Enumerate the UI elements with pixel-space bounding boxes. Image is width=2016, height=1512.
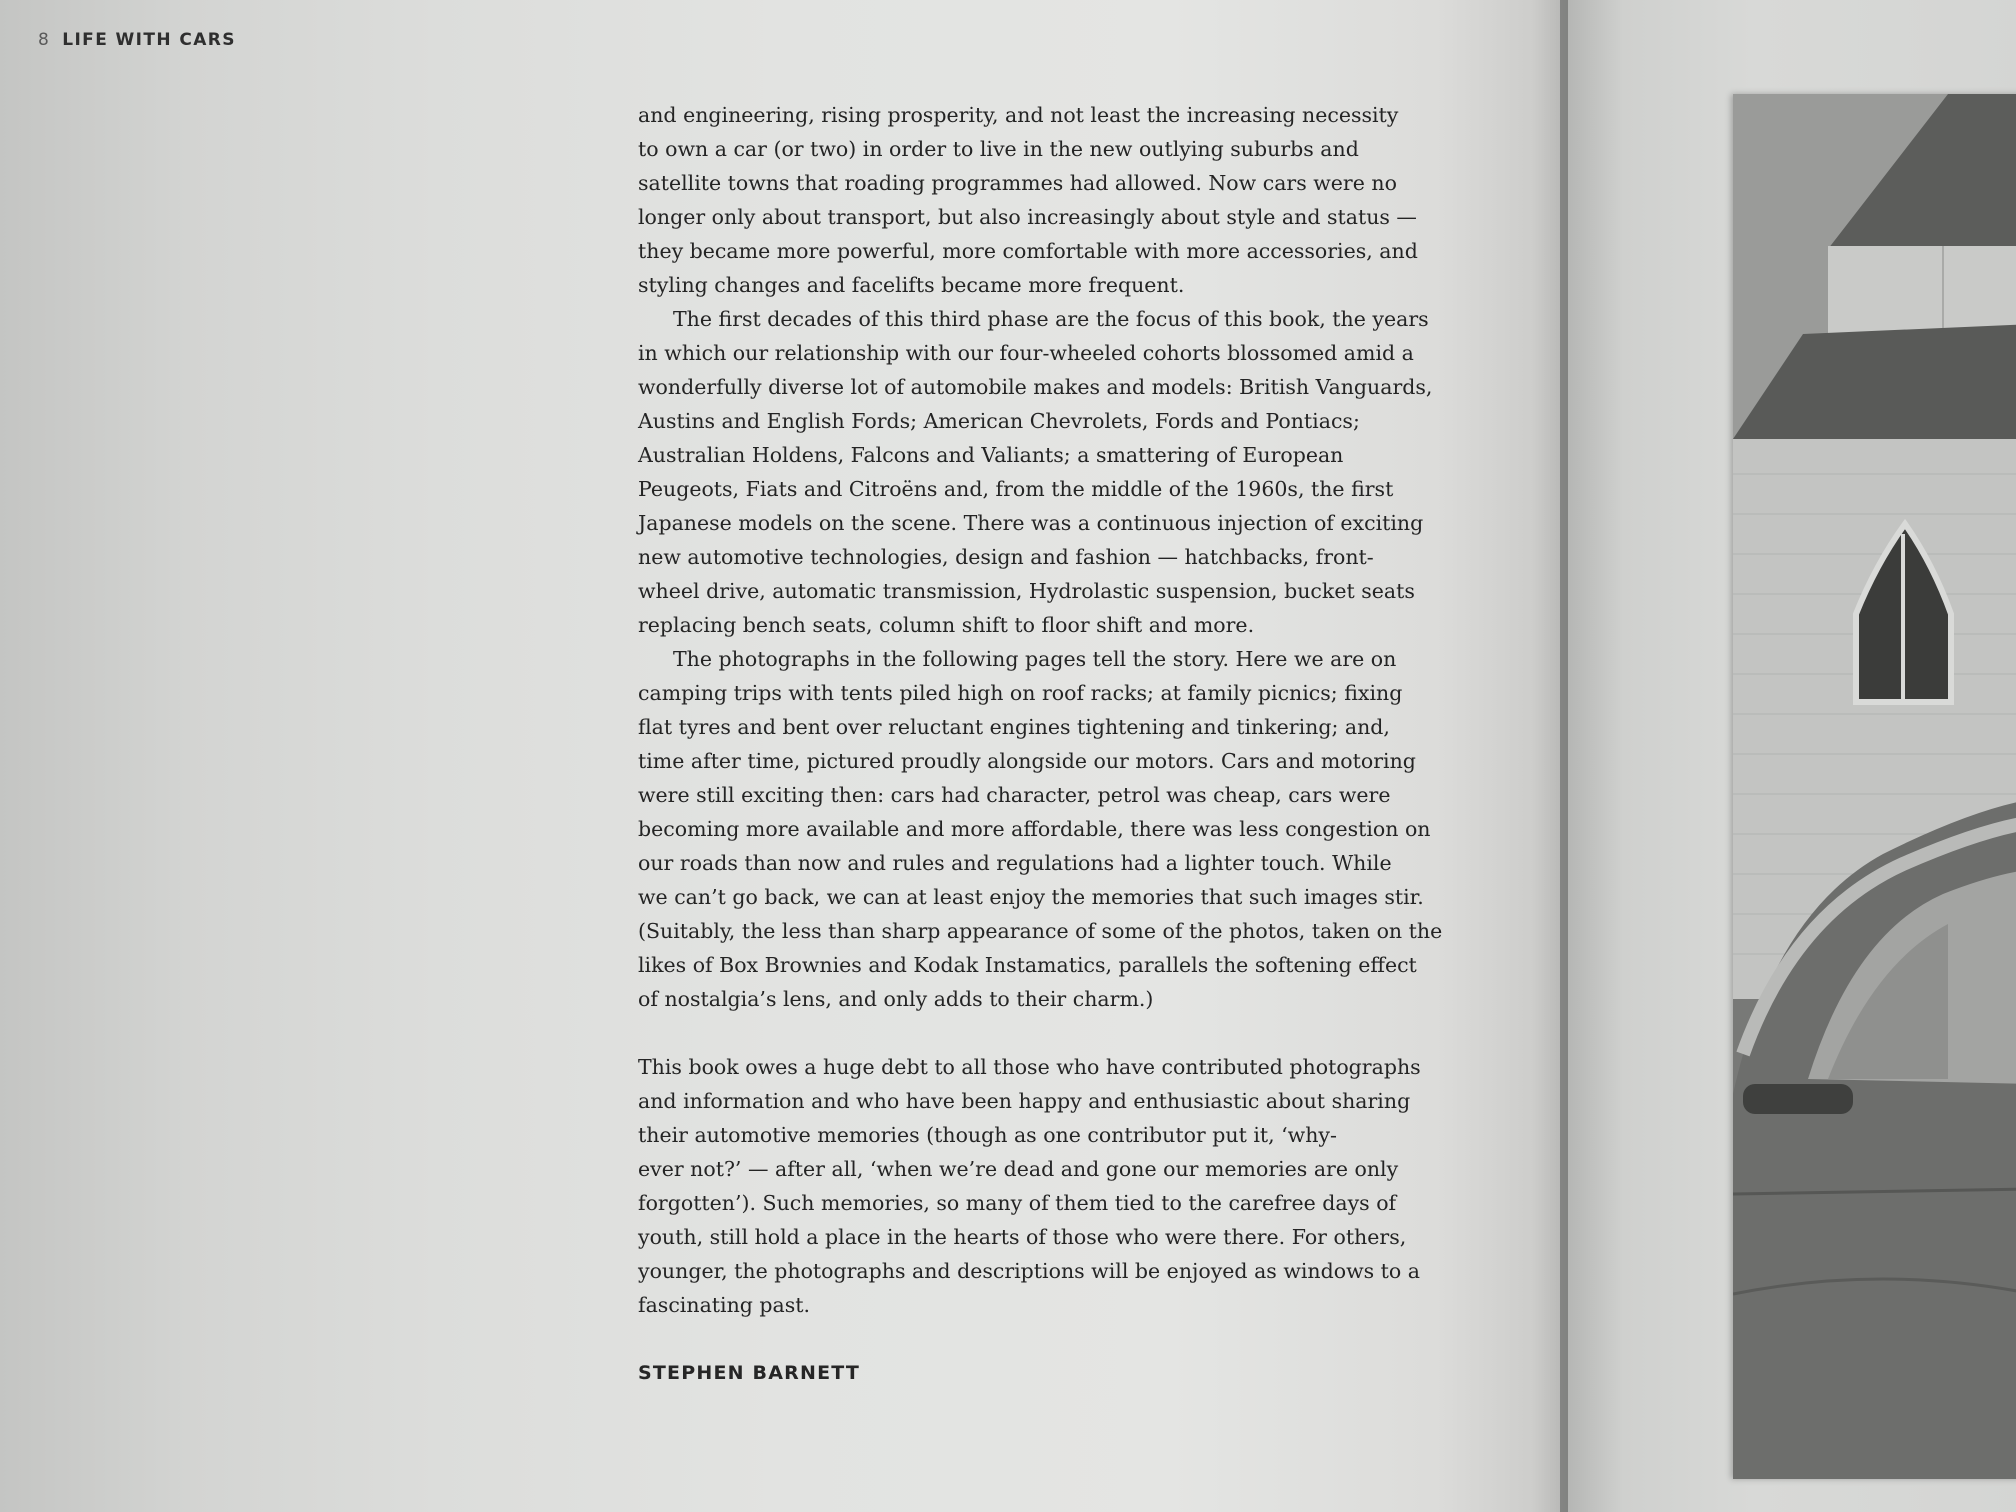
page-number: 8 <box>38 30 51 50</box>
body-line: our roads than now and rules and regulations had a lighter touch. While <box>638 851 1392 875</box>
body-line: younger, the photographs and descriptions will be enjoyed as windows to a <box>638 1259 1421 1283</box>
running-head-title: LIFE WITH CARS <box>62 30 236 50</box>
body-line: Australian Holdens, Falcons and Valiants; a smattering of European <box>638 443 1344 467</box>
photo-illustration <box>1733 94 2016 1479</box>
body-line: we can’t go back, we can at least enjoy the memories that such images stir. <box>638 885 1424 909</box>
body-line: their automotive memories (though as one contributor put it, ‘why- <box>638 1123 1337 1147</box>
body-line: in which our relationship with our four-wheeled cohorts blossomed amid a <box>638 341 1414 365</box>
body-line: fascinating past. <box>638 1293 811 1317</box>
body-line: wonderfully diverse lot of automobile makes and models: British Vanguards, <box>638 375 1433 399</box>
body-line: This book owes a huge debt to all those who have contributed photographs <box>638 1055 1421 1079</box>
author-signature: STEPHEN BARNETT <box>638 1362 860 1384</box>
body-line: becoming more available and more affordable, there was less congestion on <box>638 817 1431 841</box>
body-line: replacing bench seats, column shift to floor shift and more. <box>638 613 1255 637</box>
body-line: Austins and English Fords; American Chevrolets, Fords and Pontiacs; <box>638 409 1360 433</box>
body-line: they became more powerful, more comfortable with more accessories, and <box>638 239 1418 263</box>
body-line: youth, still hold a place in the hearts of those who were there. For others, <box>638 1225 1407 1249</box>
body-line: to own a car (or two) in order to live in the new outlying suburbs and <box>638 137 1359 161</box>
body-line: The first decades of this third phase are the focus of this book, the years <box>673 307 1429 331</box>
body-line: ever not?’ — after all, ‘when we’re dead and gone our memories are only <box>638 1157 1399 1181</box>
body-line: and information and who have been happy and enthusiastic about sharing <box>638 1089 1411 1113</box>
body-line: styling changes and facelifts became more frequent. <box>638 273 1185 297</box>
body-line: Japanese models on the scene. There was a continuous injection of exciting <box>638 511 1424 535</box>
body-line: satellite towns that roading programmes had allowed. Now cars were no <box>638 171 1397 195</box>
body-line: likes of Box Brownies and Kodak Instamatics, parallels the softening effect <box>638 953 1417 977</box>
body-line: time after time, pictured proudly alongside our motors. Cars and motoring <box>638 749 1416 773</box>
body-line: longer only about transport, but also increasingly about style and status — <box>638 205 1417 229</box>
body-line: new automotive technologies, design and fashion — hatchbacks, front- <box>638 545 1374 569</box>
body-line: flat tyres and bent over reluctant engines tightening and tinkering; and, <box>638 715 1390 739</box>
body-line: (Suitably, the less than sharp appearance of some of the photos, taken on the <box>638 919 1443 943</box>
body-line: were still exciting then: cars had character, petrol was cheap, cars were <box>638 783 1391 807</box>
body-lines <box>638 98 1443 1322</box>
body-line: Peugeots, Fiats and Citroëns and, from the middle of the 1960s, the first <box>638 477 1394 501</box>
body-line: of nostalgia’s lens, and only adds to their charm.) <box>638 987 1154 1011</box>
body-text <box>638 98 1443 1390</box>
body-line: The photographs in the following pages tell the story. Here we are on <box>673 647 1397 671</box>
body-line: and engineering, rising prosperity, and not least the increasing necessity <box>638 103 1399 127</box>
body-line: forgotten’). Such memories, so many of them tied to the carefree days of <box>638 1191 1397 1215</box>
body-line: camping trips with tents piled high on roof racks; at family picnics; fixing <box>638 681 1403 705</box>
church-and-car-photo <box>1733 94 2016 1479</box>
body-line: wheel drive, automatic transmission, Hydrolastic suspension, bucket seats <box>638 579 1415 603</box>
running-head <box>38 30 236 50</box>
paragraph-gap <box>638 1016 1428 1050</box>
